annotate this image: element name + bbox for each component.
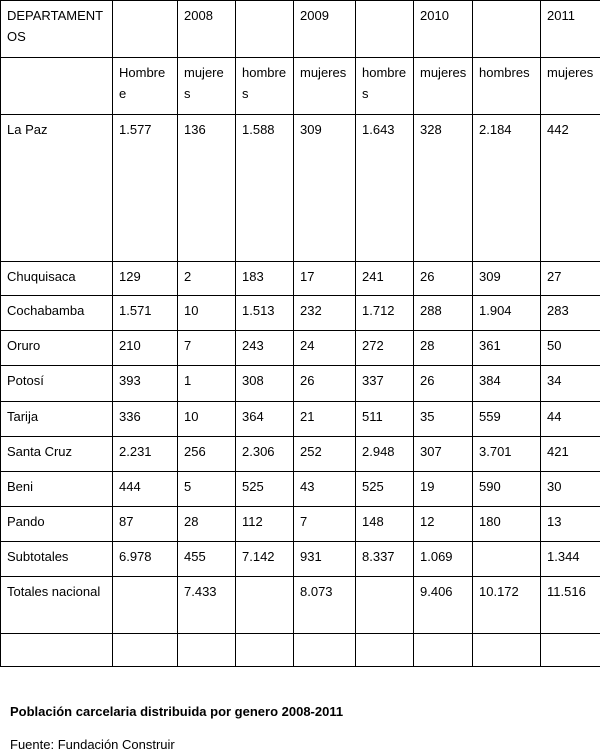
table-cell: 136 — [178, 115, 236, 262]
table-cell: 1.588 — [236, 115, 294, 262]
table-cell: 511 — [356, 402, 414, 437]
table-cell: 309 — [473, 262, 541, 296]
table-cell: 3.701 — [473, 437, 541, 472]
table-cell: 1.344 — [541, 542, 600, 577]
table-cell: 13 — [541, 507, 600, 542]
table-cell: 7.433 — [178, 577, 236, 634]
table-cell: 8.073 — [294, 577, 356, 634]
table-cell: 309 — [294, 115, 356, 262]
table-cell: 35 — [414, 402, 473, 437]
table-cell: 50 — [541, 331, 600, 366]
table-cell: Totales nacional — [1, 577, 113, 634]
table-cell: 129 — [113, 262, 178, 296]
table-cell: 455 — [178, 542, 236, 577]
table-cell: 7 — [294, 507, 356, 542]
table-cell: 384 — [473, 366, 541, 402]
table-cell: 21 — [294, 402, 356, 437]
table-cell: 288 — [414, 296, 473, 331]
table-cell: mujeres — [541, 58, 600, 115]
table-cell: 10 — [178, 402, 236, 437]
table-cell: 12 — [414, 507, 473, 542]
table-cell: 243 — [236, 331, 294, 366]
table-cell: 1.069 — [414, 542, 473, 577]
table-cell: 283 — [541, 296, 600, 331]
table-row — [1, 402, 600, 437]
table-cell: 364 — [236, 402, 294, 437]
table-caption: Población carcelaria distribuida por genero 2008-2011 — [10, 704, 344, 719]
table-cell: 19 — [414, 472, 473, 507]
table-cell: 590 — [473, 472, 541, 507]
table-cell: 393 — [113, 366, 178, 402]
source-note: Fuente: Fundación Construir — [10, 737, 175, 752]
table-cell: 8.337 — [356, 542, 414, 577]
table-cell — [294, 634, 356, 667]
table-cell: 2.306 — [236, 437, 294, 472]
table-row — [1, 472, 600, 507]
table-cell: 931 — [294, 542, 356, 577]
table-cell: 361 — [473, 331, 541, 366]
table-cell: hombres — [236, 58, 294, 115]
table-cell — [414, 634, 473, 667]
table-cell: 337 — [356, 366, 414, 402]
table-row — [1, 542, 600, 577]
table-cell: Hombree — [113, 58, 178, 115]
table-cell: 525 — [356, 472, 414, 507]
table-cell: 232 — [294, 296, 356, 331]
table-row — [1, 634, 600, 667]
header-row-gender — [1, 58, 600, 115]
table-cell: 2008 — [178, 1, 236, 58]
table-cell: 2.231 — [113, 437, 178, 472]
table-cell: 1.571 — [113, 296, 178, 331]
table-cell: 272 — [356, 331, 414, 366]
table-row — [1, 262, 600, 296]
table-cell: mujeres — [294, 58, 356, 115]
table-row — [1, 331, 600, 366]
table-cell: 307 — [414, 437, 473, 472]
table-cell: 328 — [414, 115, 473, 262]
table-cell: 559 — [473, 402, 541, 437]
table-cell: 2.948 — [356, 437, 414, 472]
table-cell: 11.516 — [541, 577, 600, 634]
table-cell: Cochabamba — [1, 296, 113, 331]
table-cell: 6.978 — [113, 542, 178, 577]
table-cell: 2010 — [414, 1, 473, 58]
table-cell — [473, 542, 541, 577]
table-cell: Pando — [1, 507, 113, 542]
table-row — [1, 437, 600, 472]
table-cell: 241 — [356, 262, 414, 296]
table-cell: Santa Cruz — [1, 437, 113, 472]
table-row — [1, 507, 600, 542]
table-cell — [1, 634, 113, 667]
table-cell: 87 — [113, 507, 178, 542]
table-cell: Tarija — [1, 402, 113, 437]
table-cell: 7.142 — [236, 542, 294, 577]
table-cell: 10.172 — [473, 577, 541, 634]
table-cell: 421 — [541, 437, 600, 472]
table-cell: 7 — [178, 331, 236, 366]
table-cell: La Paz — [1, 115, 113, 262]
table-cell — [236, 634, 294, 667]
table-cell — [1, 58, 113, 115]
table-cell: 183 — [236, 262, 294, 296]
table-cell: DEPARTAMENTOS — [1, 1, 113, 58]
table-cell: 1.904 — [473, 296, 541, 331]
table-row — [1, 366, 600, 402]
table-cell: 10 — [178, 296, 236, 331]
table-cell — [541, 634, 600, 667]
table-cell — [473, 634, 541, 667]
table-cell: 2011 — [541, 1, 600, 58]
table-cell: Potosí — [1, 366, 113, 402]
table-row — [1, 296, 600, 331]
table-cell: 34 — [541, 366, 600, 402]
table-cell: 112 — [236, 507, 294, 542]
table-cell — [113, 577, 178, 634]
table-cell: 26 — [414, 366, 473, 402]
table-cell: 44 — [541, 402, 600, 437]
table-cell — [356, 577, 414, 634]
table-cell: 2.184 — [473, 115, 541, 262]
table-cell: 17 — [294, 262, 356, 296]
table-cell — [473, 1, 541, 58]
header-row-years — [1, 1, 600, 58]
table-cell: 5 — [178, 472, 236, 507]
table-cell — [178, 634, 236, 667]
table-cell: 148 — [356, 507, 414, 542]
table-body — [1, 1, 600, 667]
table-cell: 336 — [113, 402, 178, 437]
table-cell: 308 — [236, 366, 294, 402]
table-cell: 1.643 — [356, 115, 414, 262]
table-cell: 210 — [113, 331, 178, 366]
table-cell: 2009 — [294, 1, 356, 58]
table-cell: 30 — [541, 472, 600, 507]
table-cell: Chuquisaca — [1, 262, 113, 296]
table-cell: Beni — [1, 472, 113, 507]
table-cell — [356, 634, 414, 667]
table-cell — [356, 1, 414, 58]
table-cell: 1.712 — [356, 296, 414, 331]
table-cell: 28 — [414, 331, 473, 366]
table-cell: 1 — [178, 366, 236, 402]
table-cell: 43 — [294, 472, 356, 507]
table-cell — [236, 1, 294, 58]
table-cell: 180 — [473, 507, 541, 542]
table-cell — [113, 634, 178, 667]
table-cell: 444 — [113, 472, 178, 507]
table-cell: 9.406 — [414, 577, 473, 634]
table-cell: 1.577 — [113, 115, 178, 262]
table-cell: 27 — [541, 262, 600, 296]
table-cell: 26 — [414, 262, 473, 296]
table-cell: 252 — [294, 437, 356, 472]
table-cell: 28 — [178, 507, 236, 542]
table-cell: 256 — [178, 437, 236, 472]
table-cell: 24 — [294, 331, 356, 366]
table-row — [1, 115, 600, 262]
table-cell: hombres — [356, 58, 414, 115]
table-cell: Oruro — [1, 331, 113, 366]
table-cell — [236, 577, 294, 634]
table-cell: hombres — [473, 58, 541, 115]
table-row — [1, 577, 600, 634]
table-cell: Subtotales — [1, 542, 113, 577]
table-cell — [113, 1, 178, 58]
table-cell: mujeres — [178, 58, 236, 115]
table-cell: 1.513 — [236, 296, 294, 331]
table-cell: 442 — [541, 115, 600, 262]
table-cell: 26 — [294, 366, 356, 402]
table-cell: mujeres — [414, 58, 473, 115]
table-cell: 525 — [236, 472, 294, 507]
table-cell: 2 — [178, 262, 236, 296]
